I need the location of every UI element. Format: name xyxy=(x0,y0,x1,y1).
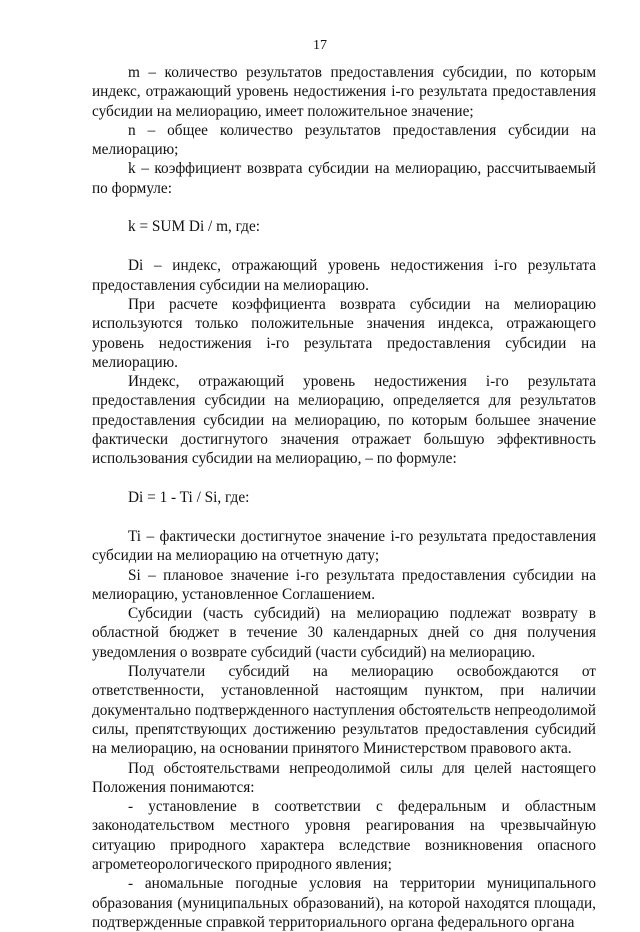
paragraph-exemption: Получатели субсидий на мелиорацию освобождаются от ответственности, установленной настоящим пунктом, при наличии документально подтвержденного наступления обстоятельств непреодолимой силы, препятствующих достижению результатов предоставления субсидий на мелиорацию, на основании принятого Министерством правового акта. xyxy=(92,663,596,758)
paragraph-index-calculation: Индекс, отражающий уровень недостижения i-го результата предоставления субсидии на мелиорацию, определяется для результатов предоставления субсидии на мелиорацию, по которым большее значение фактически достигнутого значения отражает большую эффективность использования субсидии на мелиорацию, – по формуле: xyxy=(92,373,596,468)
paragraph-di-definition: Di – индекс, отражающий уровень недостижения i-го результата предоставления субсидии на мелиорацию. xyxy=(92,257,596,294)
list-item-weather: - аномальные погодные условия на территории муниципального образования (муниципальных образований), на которой находятся площади, подтвержденные справкой территориального органа федерального органа xyxy=(92,875,596,931)
formula-di: Di = 1 - Ti / Si, где: xyxy=(128,488,250,506)
paragraph-n-definition: n – общее количество результатов предоставления субсидии на мелиорацию; xyxy=(92,121,596,159)
paragraph-refund: Субсидии (часть субсидий) на мелиорацию подлежат возврату в областной бюджет в течение 30 календарных дней со дня получения уведомления о возврате субсидий (части субсидий) на мелиорацию. xyxy=(92,605,596,661)
paragraph-positive-values: При расчете коэффициента возврата субсидии на мелиорацию используются только положительные значения индекса, отражающего уровень недостижения i-го результата предоставления субсидии на мелиорацию. xyxy=(92,295,596,371)
list-item-emergency: - установление в соответствии с федеральным и областным законодательством местного уровня реагирования на чрезвычайную ситуацию природного характера вследствие возникновения опасного агрометеорологического природного явления; xyxy=(92,798,596,873)
paragraph-ti-definition: Ti – фактически достигнутое значение i-го результата предоставления субсидии на мелиорацию на отчетную дату; xyxy=(92,527,596,565)
document-body xyxy=(92,63,596,932)
paragraph-si-definition: Si – плановое значение i-го результата предоставления субсидии на мелиорацию, установленное Соглашением. xyxy=(92,566,596,603)
paragraph-k-definition: k – коэффициент возврата субсидии на мелиорацию, рассчитываемый по формуле: xyxy=(92,160,596,197)
page-number: 17 xyxy=(313,38,327,53)
paragraph-m-definition: m – количество результатов предоставления субсидии, по которым индекс, отражающий уровень недостижения i-го результата предоставления субсидии на мелиорацию, имеет положительное значение; xyxy=(92,64,596,120)
formula-k: k = SUM Di / m, где: xyxy=(128,218,260,236)
paragraph-force-majeure-intro: Под обстоятельствами непреодолимой силы для целей настоящего Положения понимаются: xyxy=(92,759,596,796)
